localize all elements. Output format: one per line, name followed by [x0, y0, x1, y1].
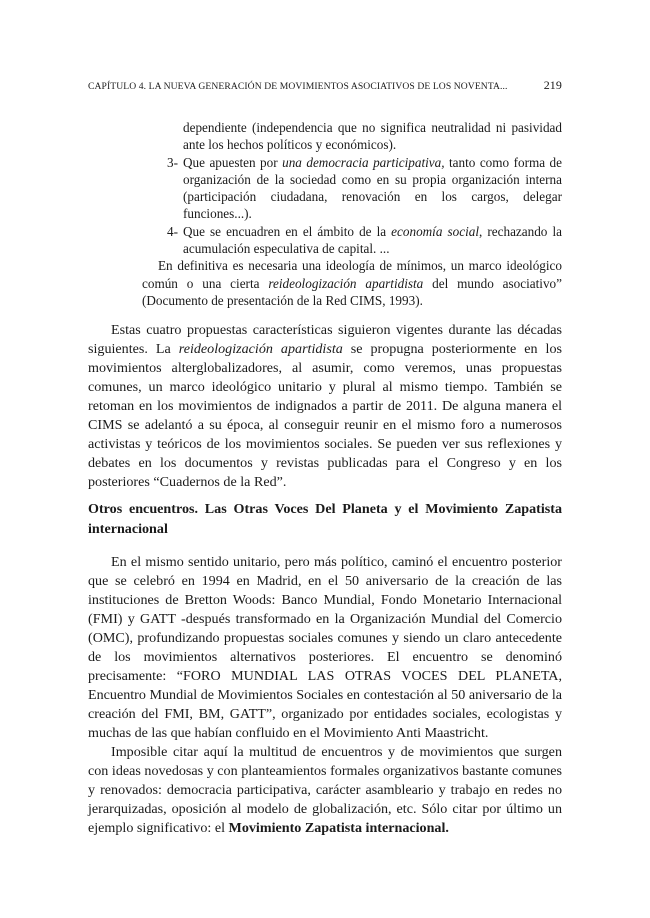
quote-item-text: Que apuesten por una democracia participativa, tanto como forma de organización de la sociedad como en su propia organización interna (participación ciudadana, renovación en los cargos, delegar funciones...). [183, 154, 562, 222]
section-heading: Otros encuentros. Las Otras Voces Del Planeta y el Movimiento Zapatista internacional [88, 501, 562, 537]
block-quote [142, 119, 562, 309]
quote-item-4 [142, 223, 562, 258]
page-number: 219 [543, 78, 562, 92]
body-paragraph-1: Estas cuatro propuestas características siguieron vigentes durante las décadas siguientes. La reideologización apartidista se propugna posteriormente en los movimientos alterglobalizadores, al asumir, como veremos, unas propuestas comunes, un marco ideológico unitario y plural al mismo tiempo. También se retoman en los movimientos de indignados a partir de 2011. De alguna manera el CIMS se adelantó a su época, al conseguir reunir en el mismo foro a numerosos activistas y teóricos de los movimientos sociales. Se pueden ver sus reflexiones y debates en los documentos y revistas publicadas para el Congreso y en los posteriores “Cuadernos de la Red”. [88, 322, 562, 490]
quote-item-number: 3- [167, 154, 178, 170]
quote-item-number: 4- [167, 223, 178, 239]
quote-item-text: Que se encuadren en el ámbito de la economía social, rechazando la acumulación especulativa de capital. ... [183, 223, 562, 257]
body-paragraph-2: En el mismo sentido unitario, pero más político, caminó el encuentro posterior que se celebró en 1994 en Madrid, en el 50 aniversario de la creación de las instituciones de Bretton Woods: Banco Mundial, Fondo Monetario Internacional (FMI) y GATT -después transformado en la Organización Mundial del Comercio (OMC), profundizando propuestas sociales comunes y siendo un claro antecedente de los movimientos alternativos posteriores. El encuentro se denominó precisamente: “FORO MUNDIAL LAS OTRAS VOCES DEL PLANETA, Encuentro Mundial de Movimientos Sociales en contestación al 50 aniversario de la creación del FMI, BM, GATT”, organizado por entidades sociales, ecologistas y muchas de las que habían confluido en el Movimiento Anti Maastricht. [88, 554, 562, 741]
quote-item-2-continuation: dependiente (independencia que no significa neutralidad ni pasividad ante los hechos políticos y económicos). [183, 120, 562, 153]
quote-item-3 [142, 154, 562, 223]
running-head [88, 78, 562, 93]
body-paragraph-3: Imposible citar aquí la multitud de encuentros y de movimientos que surgen con ideas novedosas y con planteamientos formales organizativos bastante comunes y renovados: democracia participativa, carácter asambleario y trabajo en redes no jerarquizadas, oposición al modelo de globalización, etc. Sólo citar por último un ejemplo significativo: el Movimiento Zapatista internacional. [88, 744, 562, 836]
quote-closing-paragraph: En definitiva es necesaria una ideología de mínimos, un marco ideológico común o una cierta reideologización apartidista del mundo asociativo” (Documento de presentación de la Red CIMS, 1993). [142, 258, 562, 308]
running-head-title: CAPÍTULO 4. LA NUEVA GENERACIÓN DE MOVIMIENTOS ASOCIATIVOS DE LOS NOVENTA... [88, 81, 508, 92]
body-section [88, 553, 562, 838]
